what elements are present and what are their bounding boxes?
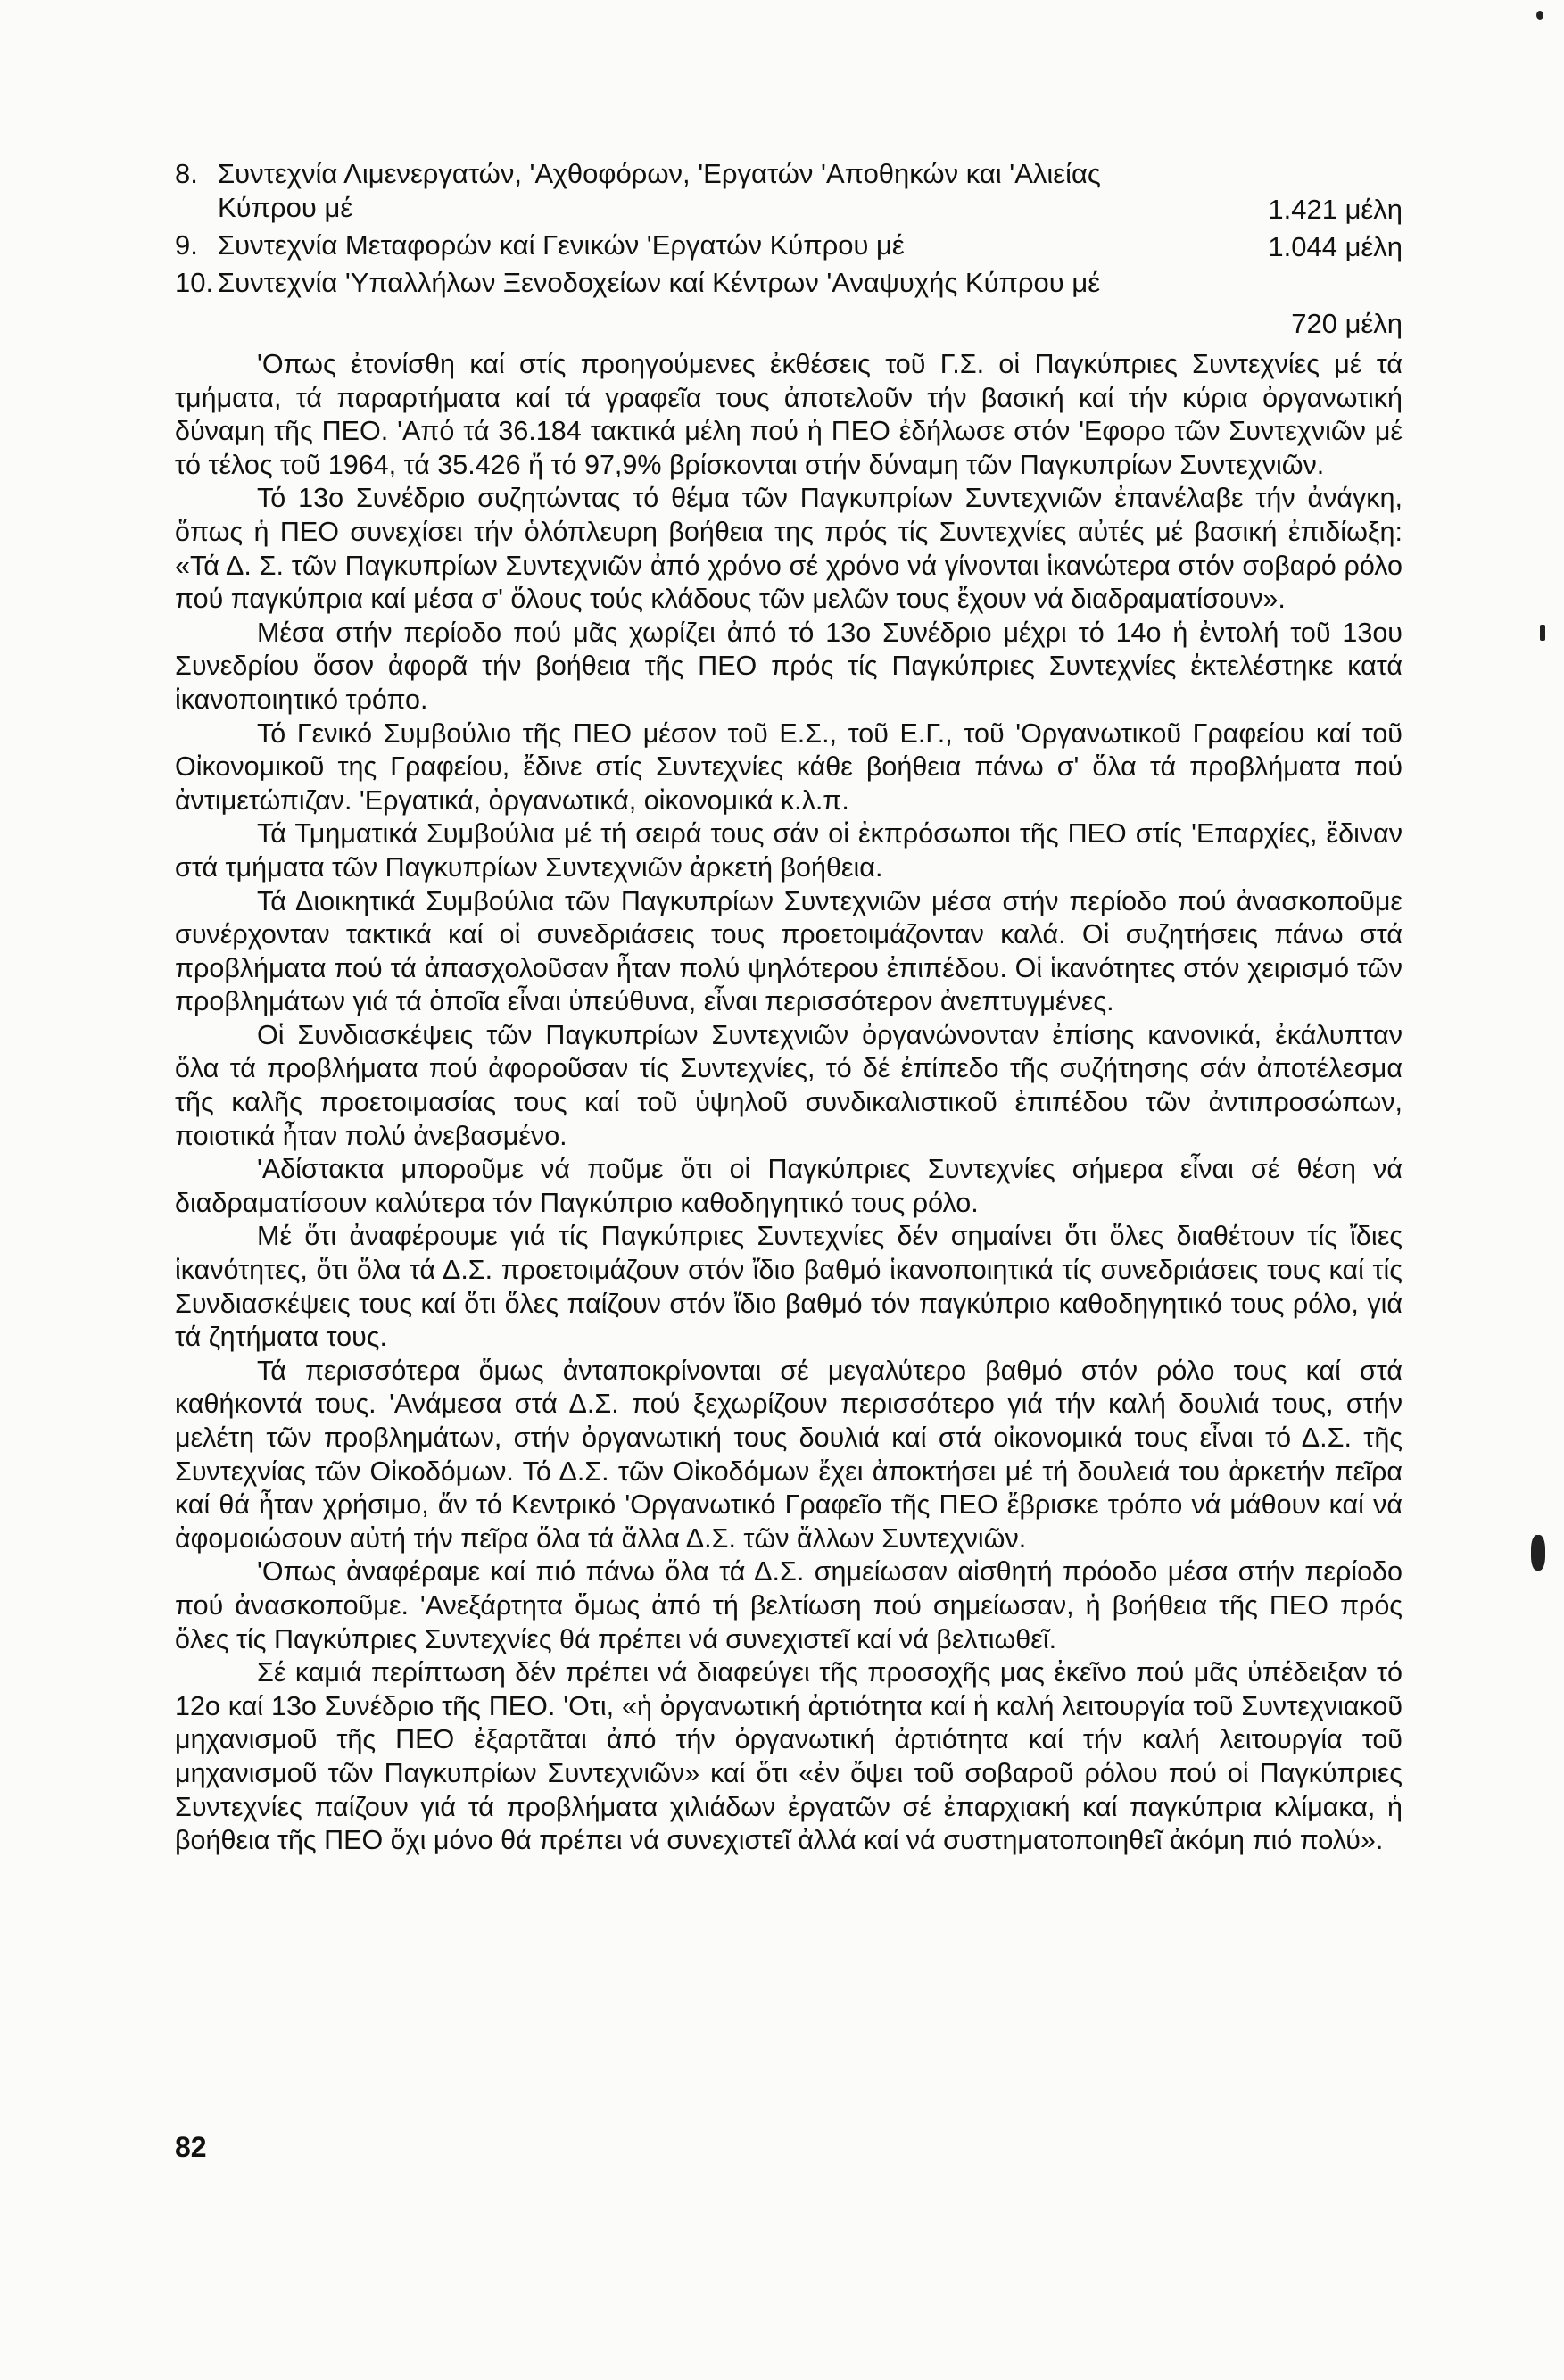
list-item xyxy=(175,228,1403,264)
document-page xyxy=(175,157,1403,2317)
list-item-count: 1.044 μέλη xyxy=(1268,231,1403,262)
list-item-count: 1.421 μέλη xyxy=(1268,194,1403,225)
paragraph: Τά περισσότερα ὅμως ἀνταποκρίνονται σέ μεγαλύτερο βαθμό στόν ρόλο τους καί στά καθήκοντά τους. 'Ανάμεσα στά Δ.Σ. πού ξεχωρίζουν περισσότερο γιά τήν καλή δουλιά τους, στήν μελέτη τῶν προβλημάτων, στήν ὀργανωτική τους δουλιά καί στά οἰκονομικά τους εἶναι τό Δ.Σ. τῆς Συντεχνίας τῶν Οἰκοδόμων. Τό Δ.Σ. τῶν Οἰκοδόμων ἔχει ἀποκτήσει μέ τή δουλειά του ἀρκετήν πεῖρα καί θά ἦταν χρήσιμο, ἄν τό Κεντρικό 'Οργανωτικό Γραφεῖο τῆς ΠΕΟ ἔβρισκε τρόπο νά μάθουν καί νά ἀφομοιώσουν αὐτή τήν πεῖρα ὅλα τά ἄλλα Δ.Σ. τῶν ἄλλων Συντεχνιῶν. xyxy=(175,1355,1403,1554)
union-membership-list xyxy=(175,157,1403,341)
paragraph: 'Αδίστακτα μποροῦμε νά ποῦμε ὅτι οἱ Παγκύπριες Συντεχνίες σήμερα εἶναι σέ θέση νά διαδραματίσουν καλύτερα τόν Παγκύπριο καθοδηγητικό τους ρόλο. xyxy=(175,1154,1403,1218)
scan-speck xyxy=(1531,1535,1545,1571)
paragraph: Τό 13ο Συνέδριο συζητώντας τό θέμα τῶν Παγκυπρίων Συντεχνιῶν ἐπανέλαβε τήν ἀνάγκη, ὅπως ἡ ΠΕΟ συνεχίσει τήν ὁλόπλευρη βοήθεια της πρός τίς Συντεχνίες αὐτές μέ βασική ἐπιδίωξη: «Τά Δ. Σ. τῶν Παγκυπρίων Συντεχνιῶν ἀπό χρόνο σέ χρόνο νά γίνονται ἱκανώτερα στόν σοβαρό ρόλο πού παγκύπρια καί μέσα σ' ὅλους τούς κλάδους τῶν μελῶν τους ἔχουν νά διαδραματίσουν». xyxy=(175,483,1403,615)
list-item-text: Συντεχνία 'Υπαλλήλων Ξενοδοχείων καί Κέντρων 'Αναψυχής Κύπρου μέ xyxy=(218,267,1101,298)
list-item-number: 8. xyxy=(175,158,198,189)
paragraph: 'Οπως ἐτονίσθη καί στίς προηγούμενες ἐκθέσεις τοῦ Γ.Σ. οἱ Παγκύπριες Συντεχνίες μέ τά τμήματα, τά παραρτήματα καί τά γραφεῖα τους ἀποτελοῦν τήν βασική καί τήν κύρια ὀργανωτική δύναμη τῆς ΠΕΟ. 'Από τά 36.184 τακτικά μέλη πού ἡ ΠΕΟ ἐδήλωσε στόν 'Εφορο τῶν Συντεχνιῶν μέ τό τέλος τοῦ 1964, τά 35.426 ἤ τό 97,9% βρίσκονται στήν δύναμη τῶν Παγκυπρίων Συντεχνιῶν. xyxy=(175,349,1403,480)
paragraph: Μέ ὅτι ἀναφέρουμε γιά τίς Παγκύπριες Συντεχνίες δέν σημαίνει ὅτι ὅλες διαθέτουν τίς ἴδιες ἱκανότητες, ὅτι ὅλα τά Δ.Σ. προετοιμάζουν στόν ἴδιο βαθμό ἱκανοποιητικά τίς συνεδριάσεις τους καί τίς Συνδιασκέψεις τους καί ὅτι ὅλες παίζουν στόν ἴδιο βαθμό τόν παγκύπριο καθοδηγητικό τους ρόλο, γιά τά ζητήματα τους. xyxy=(175,1221,1403,1353)
list-item-count: 720 μέλη xyxy=(1291,308,1403,339)
list-item-number: 10. xyxy=(175,267,214,298)
paragraph: Οἱ Συνδιασκέψεις τῶν Παγκυπρίων Συντεχνιῶν ὀργανώνονταν ἐπίσης κανονικά, ἐκάλυπταν ὅλα τά προβλήματα πού ἀφοροῦσαν τίς Συντεχνίες, τό δέ ἐπίπεδο τῆς συζήτησης σάν ἀποτέλεσμα τῆς καλῆς προετοιμασίας τους καί τοῦ ὑψηλοῦ συνδικαλιστικοῦ ἐπιπέδου τῶν ἀντιπροσώπων, ποιοτικά ἦταν πολύ ἀνεβασμένο. xyxy=(175,1019,1403,1151)
scan-speck xyxy=(1540,625,1545,641)
list-item-number: 9. xyxy=(175,229,198,261)
list-item xyxy=(175,157,1403,227)
paragraph: Μέσα στήν περίοδο πού μᾶς χωρίζει ἀπό τό 13ο Συνέδριο μέχρι τό 14ο ἡ ἐντολή τοῦ 13ου Συνεδρίου ὅσον ἀφορᾶ τήν βοήθεια τῆς ΠΕΟ πρός τίς Παγκύπριες Συντεχνίες ἐκτελέστηκε κατά ἱκανοποιητικό τρόπο. xyxy=(175,617,1403,715)
paragraph: Σέ καμιά περίπτωση δέν πρέπει νά διαφεύγει τῆς προσοχῆς μας ἐκεῖνο πού μᾶς ὑπέδειξαν τό 12ο καί 13ο Συνέδριο τῆς ΠΕΟ. 'Οτι, «ἡ ὀργανωτική ἀρτιότητα καί ἡ καλή λειτουργία τοῦ Συντεχνιακοῦ μηχανισμοῦ τῆς ΠΕΟ ἐξαρτᾶται ἀπό τήν ὀργανωτική ἀρτιότητα καί τήν καλή λειτουργία τοῦ μηχανισμοῦ τῶν Παγκυπρίων Συντεχνιῶν» καί ὅτι «ἐν ὄψει τοῦ σοβαροῦ ρόλου πού οἱ Παγκύπριες Συντεχνίες παίζουν γιά τά προβλήματα χιλιάδων ἐργατῶν σέ ἐπαρχιακή καί παγκύπρια κλίμακα, ἡ βοήθεια τῆς ΠΕΟ ὄχι μόνο θά πρέπει νά συνεχιστεῖ ἀλλά καί νά συστηματοποιηθεῖ ἀκόμη πιό πολύ». xyxy=(175,1657,1403,1856)
paragraph: Τά Διοικητικά Συμβούλια τῶν Παγκυπρίων Συντεχνιῶν μέσα στήν περίοδο πού ἀνασκοποῦμε συνέρχονταν τακτικά καί οἱ συνεδριάσεις τους προετοιμάζονταν καλά. Οἱ συζητήσεις πάνω στά προβλήματα πού τά ἀπασχολοῦσαν ἦταν πολύ ψηλότερου ἐπιπέδου. Οἱ ἱκανότητες στόν χειρισμό τῶν προβλημάτων γιά τά ὁποῖα εἶναι ὑπεύθυνα, εἶναι περισσότερον ἀνεπτυγμένες. xyxy=(175,885,1403,1017)
list-item xyxy=(175,266,1403,341)
list-item-text: Συντεχνία Λιμενεργατών, 'Αχθοφόρων, 'Εργατών 'Αποθηκών και 'Αλιείας Κύπρου μέ xyxy=(218,158,1101,223)
list-item-text: Συντεχνία Μεταφορών καί Γενικών 'Εργατών Κύπρου μέ xyxy=(218,229,905,261)
paragraph: 'Οπως ἀναφέραμε καί πιό πάνω ὅλα τά Δ.Σ. σημείωσαν αἰσθητή πρόοδο μέσα στήν περίοδο πού ἀνασκοποῦμε. 'Ανεξάρτητα ὅμως ἀπό τή βελτίωση πού σημείωσαν, ἡ βοήθεια τῆς ΠΕΟ πρός ὅλες τίς Παγκύπριες Συντεχνίες θά πρέπει νά συνεχιστεῖ καί νά βελτιωθεῖ. xyxy=(175,1556,1403,1654)
body-text xyxy=(175,348,1403,1858)
paragraph: Τά Τμηματικά Συμβούλια μέ τή σειρά τους σάν οἱ ἐκπρόσωποι τῆς ΠΕΟ στίς 'Επαρχίες, ἔδιναν στά τμήματα τῶν Παγκυπρίων Συντεχνιῶν ἀρκετή βοήθεια. xyxy=(175,818,1403,883)
scan-speck xyxy=(1536,11,1543,20)
paragraph: Τό Γενικό Συμβούλιο τῆς ΠΕΟ μέσον τοῦ Ε.Σ., τοῦ Ε.Γ., τοῦ 'Οργανωτικοῦ Γραφείου καί τοῦ Οἰκονομικοῦ της Γραφείου, ἔδινε στίς Συντεχνίες κάθε βοήθεια πάνω σ' ὅλα τά προβλήματα πού ἀντιμετώπιζαν. 'Εργατικά, ὀργανωτικά, οἰκονομικά κ.λ.π. xyxy=(175,717,1403,816)
page-number: 82 xyxy=(175,2131,207,2163)
